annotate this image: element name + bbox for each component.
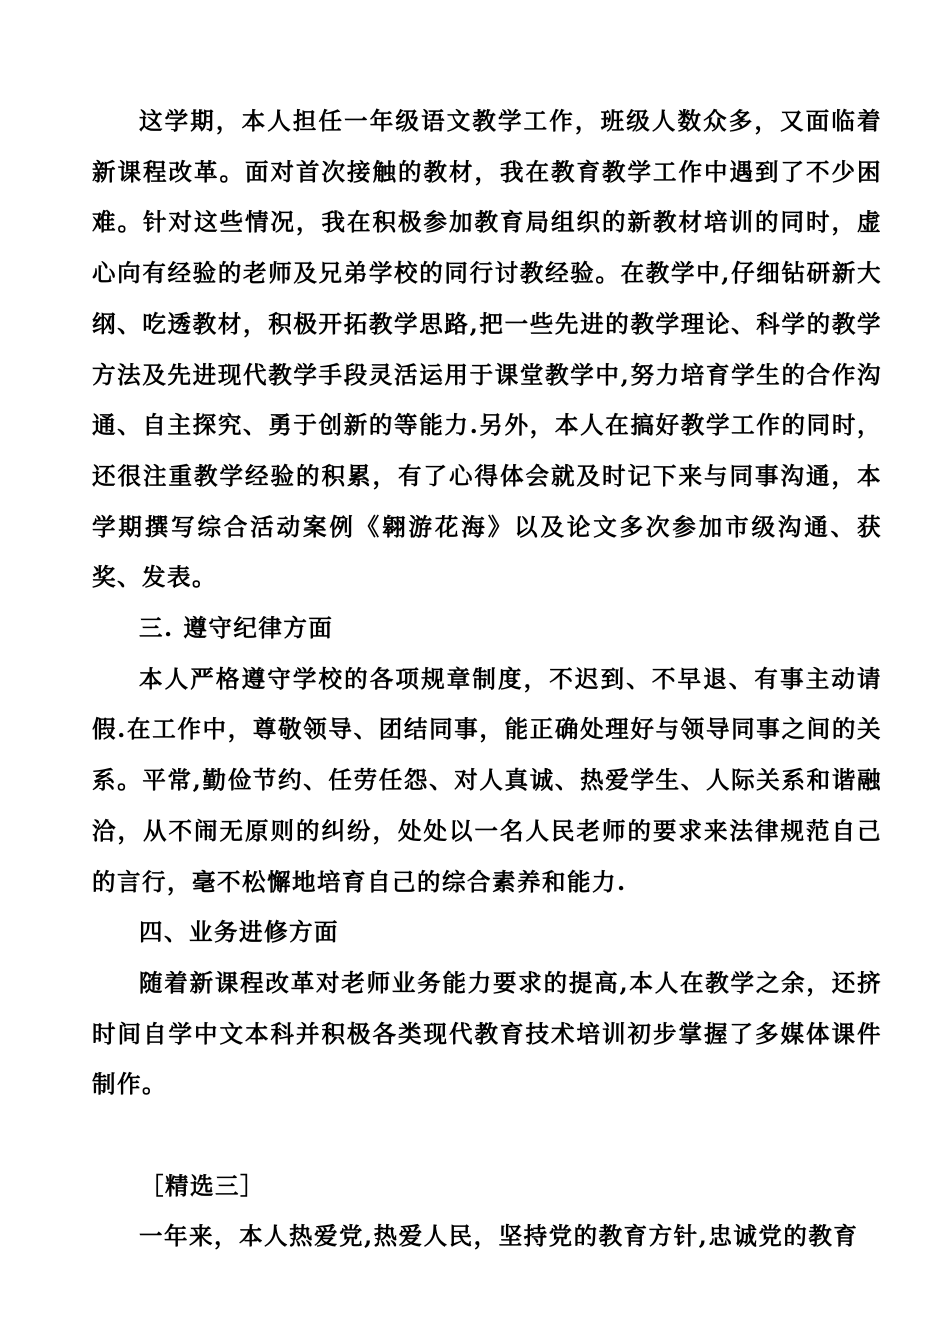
- blank-line: [92, 1110, 882, 1161]
- selection-label: ［精选三］: [140, 1171, 265, 1200]
- section-4-heading: 四、业务进修方面: [139, 918, 339, 947]
- section-3-heading: 三. 遵守纪律方面: [139, 614, 334, 643]
- final-paragraph: 一年来，本人热爱党,热爱人民，坚持党的教育方针,忠诚党的教育: [139, 1222, 859, 1251]
- teaching-work-paragraph: 这学期，本人担任一年级语文教学工作，班级人数众多，又面临着新课程改革。面对首次接触的教材，我在教育教学工作中遇到了不少困难。针对这些情况，我在积极参加教育局组织的新教材培训的同时，虚心向有经验的老师及兄弟学校的同行讨教经验。在教学中,仔细钻研新大纲、吃透教材，积极开拓教学思路,把一些先进的教学理论、科学的教学方法及先进现代教学手段灵活运用于课堂教学中,努力培育学生的合作沟通、自主探究、勇于创新的等能力.另外，本人在搞好教学工作的同时，还很注重教学经验的积累，有了心得体会就及时记下来与同事沟通，本学期撰写综合活动案例《翱游花海》以及论文多次参加市级沟通、获奖、发表。: [92, 107, 882, 592]
- document-body: [92, 96, 882, 1262]
- section-3-paragraph: 本人严格遵守学校的各项规章制度，不迟到、不早退、有事主动请假.在工作中，尊敬领导、团结同事，能正确处理好与领导同事之间的关系。平常,勤俭节约、任劳任怨、对人真诚、热爱学生、人际关系和谐融洽，从不闹无原则的纠纷，处处以一名人民老师的要求来法律规范自己的言行，毫不松懈地培育自己的综合素养和能力.: [92, 664, 882, 896]
- section-4-paragraph: 随着新课程改革对老师业务能力要求的提高,本人在教学之余，还挤时间自学中文本科并积极各类现代教育技术培训初步掌握了多媒体课件制作。: [92, 968, 882, 1099]
